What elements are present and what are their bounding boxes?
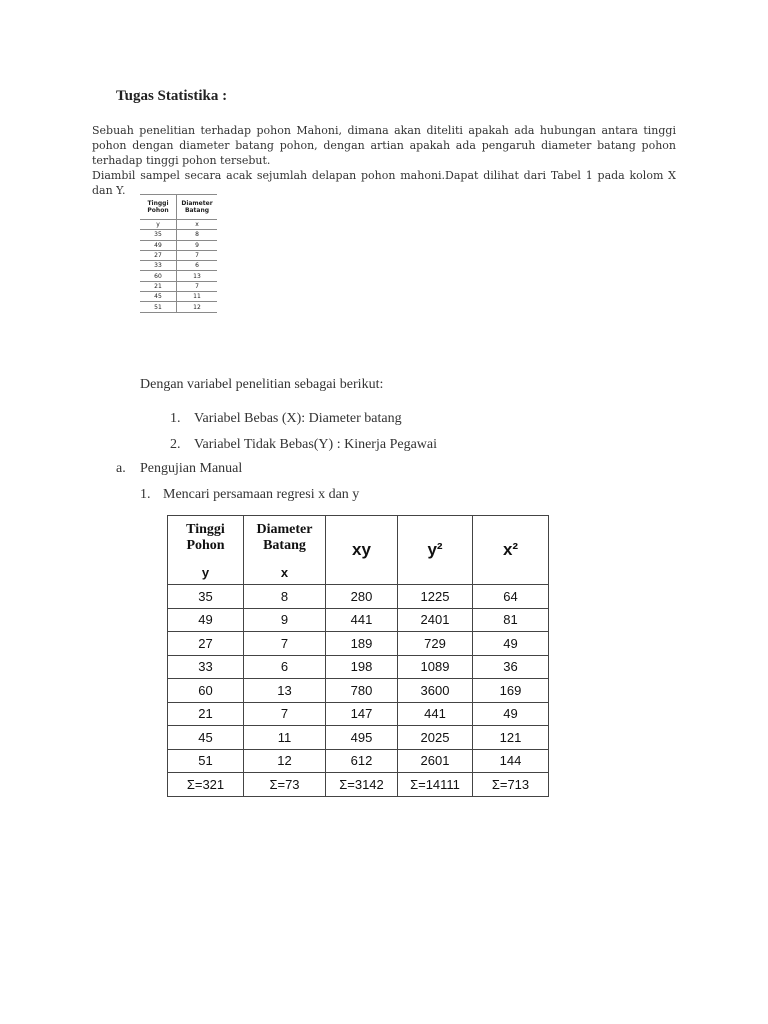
cell: 441 xyxy=(398,702,473,726)
table-row xyxy=(140,292,217,302)
table-row xyxy=(140,250,217,260)
cell: 35 xyxy=(140,230,177,240)
variable-2-text: Variabel Tidak Bebas(Y) : Kinerja Pegawai xyxy=(194,437,437,452)
cell: 60 xyxy=(140,271,177,281)
cell: 21 xyxy=(140,281,177,291)
cell: 9 xyxy=(244,608,326,632)
cell: 60 xyxy=(168,679,244,703)
cell: 441 xyxy=(326,608,398,632)
cell: 13 xyxy=(177,271,218,281)
cell: 8 xyxy=(177,230,218,240)
table-row xyxy=(168,749,549,773)
header-diameter-batang: Diameter Batang xyxy=(244,516,326,561)
cell: 49 xyxy=(140,240,177,250)
table-row xyxy=(168,655,549,679)
cell: 2025 xyxy=(398,726,473,750)
cell: 2601 xyxy=(398,749,473,773)
table-row xyxy=(168,632,549,656)
table-row xyxy=(140,271,217,281)
table-row xyxy=(168,585,549,609)
cell: 7 xyxy=(244,632,326,656)
step-1-text: Mencari persamaan regresi x dan y xyxy=(163,487,360,502)
small-subheader-x: x xyxy=(177,220,218,230)
cell: 33 xyxy=(168,655,244,679)
cell: 280 xyxy=(326,585,398,609)
small-data-table xyxy=(140,194,217,313)
regression-table xyxy=(167,515,549,797)
cell: 7 xyxy=(177,250,218,260)
cell: 27 xyxy=(140,250,177,260)
total-y-squared: Σ=14111 xyxy=(398,773,473,797)
regression-table-header xyxy=(168,516,549,561)
cell: 3600 xyxy=(398,679,473,703)
intro-paragraph-2: Diambil sampel secara acak sejumlah delapan pohon mahoni.Dapat dilihat dari Tabel 1 pada kolom X dan Y. xyxy=(92,169,676,197)
total-x: Σ=73 xyxy=(244,773,326,797)
cell: 7 xyxy=(177,281,218,291)
table-row xyxy=(140,261,217,271)
header-tinggi-pohon: Tinggi Pohon xyxy=(168,516,244,561)
subheader-x: x xyxy=(244,560,326,585)
cell: 729 xyxy=(398,632,473,656)
cell: 81 xyxy=(473,608,549,632)
cell: 612 xyxy=(326,749,398,773)
cell: 13 xyxy=(244,679,326,703)
cell: 51 xyxy=(140,302,177,312)
subheader-y: y xyxy=(168,560,244,585)
cell: 9 xyxy=(177,240,218,250)
cell: 1089 xyxy=(398,655,473,679)
cell: 147 xyxy=(326,702,398,726)
cell: 6 xyxy=(244,655,326,679)
table-row xyxy=(168,679,549,703)
cell: 6 xyxy=(177,261,218,271)
small-header-diameter: Diameter Batang xyxy=(177,195,218,220)
cell: 11 xyxy=(177,292,218,302)
cell: 2401 xyxy=(398,608,473,632)
small-subheader-y: y xyxy=(140,220,177,230)
cell: 51 xyxy=(168,749,244,773)
cell: 7 xyxy=(244,702,326,726)
variable-1-text: Variabel Bebas (X): Diameter batang xyxy=(194,411,402,426)
cell: 49 xyxy=(473,702,549,726)
table-row xyxy=(140,240,217,250)
cell: 12 xyxy=(244,749,326,773)
small-table-header xyxy=(140,195,217,220)
table-row xyxy=(168,726,549,750)
total-y: Σ=321 xyxy=(168,773,244,797)
variables-intro: Dengan variabel penelitian sebagai berikut: xyxy=(140,377,384,392)
cell: 144 xyxy=(473,749,549,773)
cell: 11 xyxy=(244,726,326,750)
table-row xyxy=(140,281,217,291)
cell: 35 xyxy=(168,585,244,609)
table-row xyxy=(140,230,217,240)
cell: 12 xyxy=(177,302,218,312)
header-y-squared: y² xyxy=(398,516,473,585)
small-header-tinggi: Tinggi Pohon xyxy=(140,195,177,220)
table-row xyxy=(168,702,549,726)
cell: 121 xyxy=(473,726,549,750)
variable-1-number: 1. xyxy=(170,411,181,426)
cell: 189 xyxy=(326,632,398,656)
cell: 49 xyxy=(168,608,244,632)
total-xy: Σ=3142 xyxy=(326,773,398,797)
step-1-number: 1. xyxy=(140,487,151,502)
cell: 45 xyxy=(168,726,244,750)
header-x-squared: x² xyxy=(473,516,549,585)
cell: 36 xyxy=(473,655,549,679)
section-a-label: a. xyxy=(116,461,126,476)
table-row xyxy=(168,608,549,632)
cell: 169 xyxy=(473,679,549,703)
small-table-subheader xyxy=(140,220,217,230)
intro-text xyxy=(92,123,676,198)
header-xy: xy xyxy=(326,516,398,585)
variable-2-number: 2. xyxy=(170,437,181,452)
cell: 21 xyxy=(168,702,244,726)
cell: 49 xyxy=(473,632,549,656)
cell: 495 xyxy=(326,726,398,750)
cell: 198 xyxy=(326,655,398,679)
cell: 33 xyxy=(140,261,177,271)
cell: 8 xyxy=(244,585,326,609)
totals-row xyxy=(168,773,549,797)
intro-paragraph-1: Sebuah penelitian terhadap pohon Mahoni, dimana akan diteliti apakah ada hubungan antara tinggi pohon dengan diameter batang pohon, dengan artian apakah ada pengaruh diameter batang pohon terhadap tinggi pohon tersebut. xyxy=(92,124,676,167)
section-a-text: Pengujian Manual xyxy=(140,461,243,476)
table-row xyxy=(140,302,217,312)
cell: 27 xyxy=(168,632,244,656)
cell: 1225 xyxy=(398,585,473,609)
total-x-squared: Σ=713 xyxy=(473,773,549,797)
cell: 780 xyxy=(326,679,398,703)
cell: 64 xyxy=(473,585,549,609)
cell: 45 xyxy=(140,292,177,302)
document-title: Tugas Statistika : xyxy=(116,88,228,104)
